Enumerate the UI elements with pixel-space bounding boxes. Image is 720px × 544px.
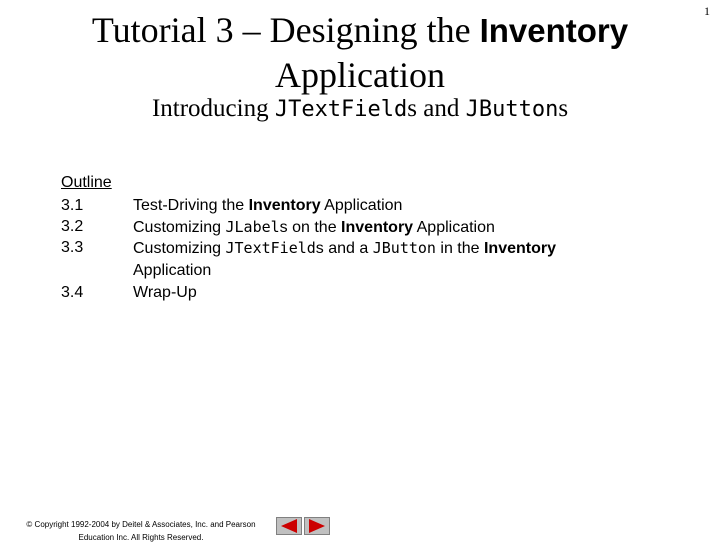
toc-number: 3.4: [61, 284, 84, 301]
toc-text: s on the: [279, 219, 342, 236]
subtitle-code2: JButton: [465, 97, 559, 122]
toc-code: JLabel: [225, 218, 280, 236]
toc-bold: Inventory: [341, 219, 414, 236]
toc-number: 3.3: [61, 239, 84, 256]
copyright-footer: [6, 518, 276, 544]
toc-number: 3.1: [61, 197, 84, 214]
toc-text: Application: [320, 197, 403, 214]
toc-bold: Inventory: [248, 197, 321, 214]
toc-item: [133, 195, 653, 217]
copyright-line1: © Copyright 1992-2004 by Deitel & Associates, Inc. and Pearson: [26, 520, 256, 529]
triangle-right-icon: [305, 518, 329, 534]
slide-title: [40, 8, 680, 97]
toc-text: Wrap-Up: [133, 284, 197, 301]
triangle-left-icon: [277, 518, 301, 534]
toc-text: Customizing: [133, 219, 226, 236]
toc-code: JTextField: [225, 239, 316, 257]
toc-text: Application: [133, 262, 212, 279]
title-part2: Application: [275, 55, 445, 95]
next-slide-button[interactable]: [304, 517, 330, 535]
previous-slide-button[interactable]: [276, 517, 302, 535]
page-number: 1: [704, 4, 710, 18]
toc-text: s and a: [315, 240, 373, 257]
toc-item: [133, 216, 653, 239]
subtitle-part2: s and: [407, 95, 466, 122]
toc-text: in the: [435, 240, 484, 257]
toc-number: 3.2: [61, 218, 84, 235]
toc-text: Customizing: [133, 240, 226, 257]
slide-subtitle: [40, 94, 680, 125]
toc-item: [133, 282, 653, 304]
title-bold-word: Inventory: [479, 12, 629, 49]
toc-text: Application: [413, 219, 495, 236]
subtitle-code1: JTextField: [274, 97, 408, 122]
outline-label: Outline: [61, 174, 112, 191]
toc-text: Test-Driving the: [133, 197, 249, 214]
copyright-line2: Education Inc. All Rights Reserved.: [78, 533, 204, 542]
toc-code: JButton: [372, 239, 436, 257]
title-part1: Tutorial 3 – Designing the: [91, 10, 480, 50]
toc-bold: Inventory: [483, 240, 556, 257]
subtitle-part3: s: [558, 95, 569, 122]
toc-item: [133, 237, 653, 282]
subtitle-part1: Introducing: [151, 95, 275, 122]
